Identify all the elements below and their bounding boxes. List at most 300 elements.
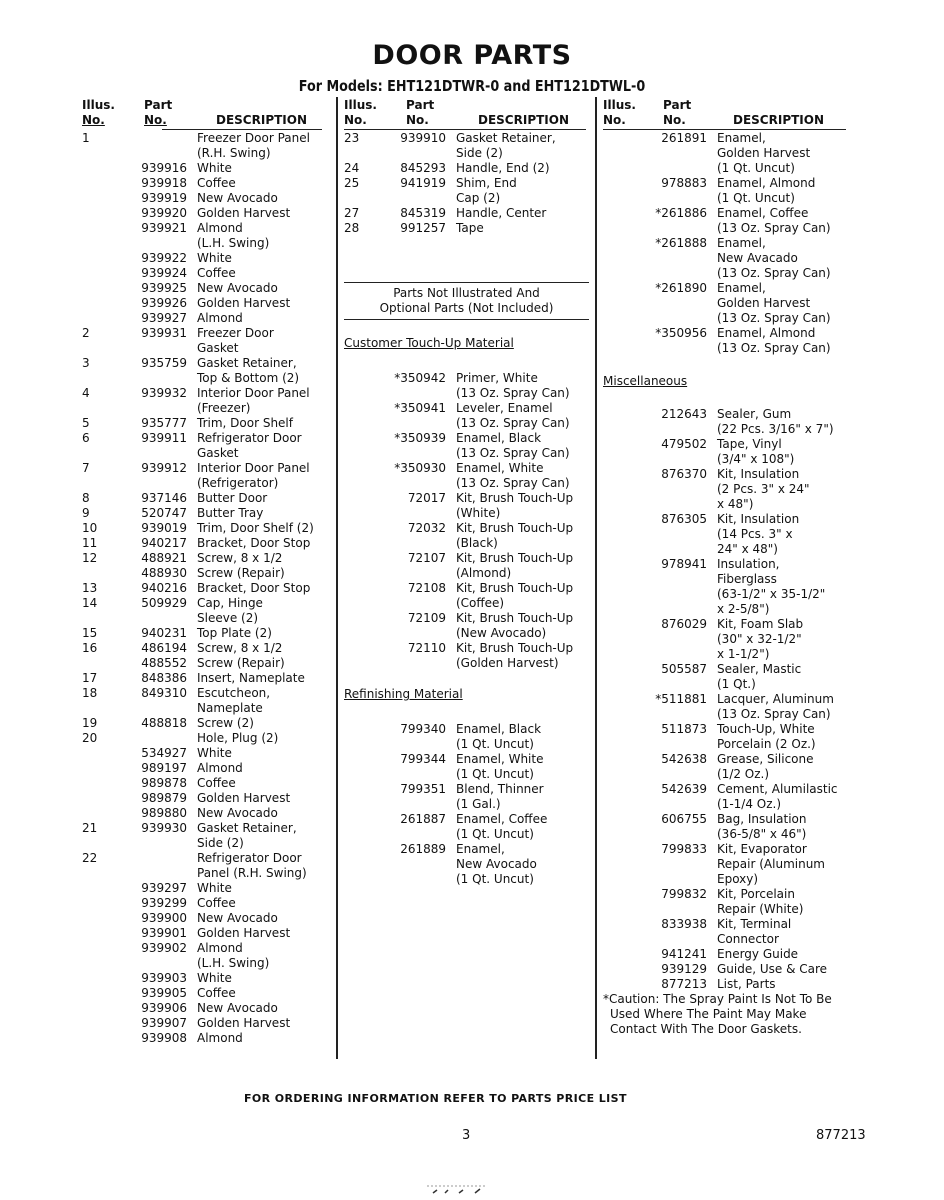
illus-number: 8 (82, 491, 90, 505)
header-part-no: No. (144, 113, 167, 127)
part-description: (R.H. Swing) (197, 146, 271, 160)
table-row (603, 677, 853, 692)
table-row (82, 506, 327, 521)
part-number: 939916 (141, 161, 187, 175)
table-row (603, 146, 853, 161)
table-row (82, 731, 327, 746)
part-number: 940216 (141, 581, 187, 595)
part-number: 520747 (141, 506, 187, 520)
table-row (603, 206, 853, 221)
illus-number: 20 (82, 731, 98, 745)
refinishing-list (344, 722, 589, 887)
part-description: Blend, Thinner (456, 782, 544, 796)
table-row (344, 626, 589, 641)
table-row (603, 191, 853, 206)
table-row (82, 176, 327, 191)
part-description: (13 Oz. Spray Can) (717, 266, 831, 280)
part-description: (13 Oz. Spray Can) (456, 386, 570, 400)
part-number: 72108 (407, 581, 446, 595)
part-number: 488552 (141, 656, 187, 670)
part-number: *350930 (394, 461, 446, 475)
table-row (82, 866, 327, 881)
table-row (82, 701, 327, 716)
part-number: 939129 (661, 962, 707, 976)
table-row (82, 656, 327, 671)
header-illus: Illus. (82, 98, 115, 112)
table-row (603, 311, 853, 326)
part-description: (Freezer) (197, 401, 251, 415)
part-description: Enamel, Almond (717, 326, 816, 340)
table-row (603, 407, 853, 422)
part-number: 72017 (407, 491, 446, 505)
table-row (344, 581, 589, 596)
part-description: Connector (717, 932, 779, 946)
table-row (344, 206, 589, 221)
table-row (82, 881, 327, 896)
table-row (344, 767, 589, 782)
part-description: Kit, Terminal (717, 917, 792, 931)
part-description: (36-5/8" x 46") (717, 827, 807, 841)
part-number: 488921 (141, 551, 187, 565)
part-number: 939902 (141, 941, 187, 955)
header-description: DESCRIPTION (733, 113, 825, 127)
header-illus-no: No. (82, 113, 105, 127)
part-number: 939918 (141, 176, 187, 190)
part-description: Tape (456, 221, 484, 235)
table-row (344, 737, 589, 752)
part-description: Insulation, (717, 557, 780, 571)
table-row (603, 251, 853, 266)
table-row (603, 326, 853, 341)
table-row (603, 812, 853, 827)
part-description: Cap, Hinge (197, 596, 263, 610)
part-description: Energy Guide (717, 947, 799, 961)
part-description: Kit, Brush Touch-Up (456, 521, 574, 535)
table-row (82, 626, 327, 641)
table-row (82, 146, 327, 161)
parts-column-1 (82, 98, 327, 1046)
section-heading-refinishing: Refinishing Material (344, 687, 463, 701)
part-description: Enamel, Coffee (456, 812, 548, 826)
part-description: (2 Pcs. 3" x 24" (717, 482, 810, 496)
illus-number: 3 (82, 356, 90, 370)
table-row (603, 962, 853, 977)
part-description: New Avocado (197, 1001, 278, 1015)
table-row (82, 521, 327, 536)
table-row (603, 482, 853, 497)
table-row (82, 746, 327, 761)
part-number: 261889 (400, 842, 446, 856)
models-subtitle: For Models: EHT121DTWR-0 and EHT121DTWL-0 (298, 77, 646, 95)
part-number: 799832 (661, 887, 707, 901)
illus-number: 14 (82, 596, 98, 610)
table-row (603, 296, 853, 311)
part-number: 505587 (661, 662, 707, 676)
part-description: (13 Oz. Spray Can) (717, 707, 831, 721)
part-description: (1/2 Oz.) (717, 767, 770, 781)
table-row (603, 467, 853, 482)
part-number: 939297 (141, 881, 187, 895)
table-row (603, 692, 853, 707)
part-description: Kit, Foam Slab (717, 617, 804, 631)
part-description: (Black) (456, 536, 498, 550)
illus-number: 18 (82, 686, 98, 700)
part-description: (14 Pcs. 3" x (717, 527, 793, 541)
table-row (603, 527, 853, 542)
part-number: *350942 (394, 371, 446, 385)
part-number: 939932 (141, 386, 187, 400)
part-description: Kit, Brush Touch-Up (456, 491, 574, 505)
illus-number: 21 (82, 821, 98, 835)
part-description: Gasket (197, 341, 239, 355)
table-row (344, 506, 589, 521)
part-number: *350939 (394, 431, 446, 445)
table-row (603, 917, 853, 932)
table-row (344, 596, 589, 611)
table-row (603, 437, 853, 452)
part-description: White (197, 161, 232, 175)
part-description: (Almond) (456, 566, 512, 580)
table-row (603, 452, 853, 467)
table-row (603, 857, 853, 872)
part-description: Butter Door (197, 491, 268, 505)
table-row (603, 947, 853, 962)
table-row (603, 722, 853, 737)
illus-number: 11 (82, 536, 98, 550)
part-description: List, Parts (717, 977, 776, 991)
table-row (344, 191, 589, 206)
table-row (82, 1001, 327, 1016)
header-part: Part (663, 98, 692, 112)
section-heading-touchup: Customer Touch-Up Material (344, 336, 514, 350)
caution-line: Used Where The Paint May Make (610, 1007, 807, 1021)
table-row (82, 536, 327, 551)
illus-number: 13 (82, 581, 98, 595)
header-part-no: No. (663, 113, 686, 127)
part-description: Top & Bottom (2) (197, 371, 300, 385)
part-description: Golden Harvest (717, 296, 811, 310)
table-row (82, 281, 327, 296)
part-number: 939908 (141, 1031, 187, 1045)
parts-column-3 (603, 98, 853, 1037)
part-description: Golden Harvest (197, 791, 291, 805)
part-number: 991257 (400, 221, 446, 235)
table-row (603, 902, 853, 917)
part-description: Coffee (197, 896, 236, 910)
part-number: 989880 (141, 806, 187, 820)
table-row (344, 857, 589, 872)
handwritten-mark (425, 1182, 495, 1196)
part-number: 989879 (141, 791, 187, 805)
table-row (82, 476, 327, 491)
illus-number: 22 (82, 851, 98, 865)
table-row (603, 341, 853, 356)
part-description: New Avocado (197, 806, 278, 820)
part-description: (1-1/4 Oz.) (717, 797, 782, 811)
part-number: 939930 (141, 821, 187, 835)
parts-list (344, 131, 589, 236)
part-description: Enamel, (456, 842, 505, 856)
part-description: New Avocado (197, 191, 278, 205)
part-description: White (197, 746, 232, 760)
part-description: White (197, 251, 232, 265)
part-description: (13 Oz. Spray Can) (717, 221, 831, 235)
part-description: Interior Door Panel (197, 461, 310, 475)
part-number: 72109 (407, 611, 446, 625)
table-row (603, 236, 853, 251)
part-number: 845293 (400, 161, 446, 175)
table-row (82, 371, 327, 386)
header-part: Part (144, 98, 173, 112)
part-description: Enamel, (717, 131, 766, 145)
part-description: Side (2) (197, 836, 244, 850)
part-number: 939919 (141, 191, 187, 205)
table-row (344, 386, 589, 401)
part-number: 799351 (400, 782, 446, 796)
part-description: Touch-Up, White (717, 722, 815, 736)
part-description: Refrigerator Door (197, 431, 302, 445)
part-description: Cement, Alumilastic (717, 782, 838, 796)
part-number: 939921 (141, 221, 187, 235)
part-number: 486194 (141, 641, 187, 655)
table-row (603, 176, 853, 191)
table-row (82, 386, 327, 401)
table-row (603, 587, 853, 602)
table-row (82, 761, 327, 776)
part-number: 939920 (141, 206, 187, 220)
part-number: 939299 (141, 896, 187, 910)
part-description: Enamel, White (456, 461, 544, 475)
part-description: (1 Qt. Uncut) (456, 827, 534, 841)
part-number: 606755 (661, 812, 707, 826)
part-description: Repair (White) (717, 902, 804, 916)
illus-number: 7 (82, 461, 90, 475)
table-row (603, 707, 853, 722)
table-row (344, 656, 589, 671)
table-row (603, 887, 853, 902)
part-description: Sealer, Gum (717, 407, 792, 421)
table-row (344, 641, 589, 656)
part-number: 479502 (661, 437, 707, 451)
table-row (82, 851, 327, 866)
part-description: Kit, Brush Touch-Up (456, 581, 574, 595)
part-description: Shim, End (456, 176, 517, 190)
part-number: 833938 (661, 917, 707, 931)
part-number: 848386 (141, 671, 187, 685)
part-description: New Avacado (717, 251, 798, 265)
part-description: Kit, Insulation (717, 512, 800, 526)
table-row (82, 641, 327, 656)
part-number: 542639 (661, 782, 707, 796)
part-number: 978941 (661, 557, 707, 571)
table-row (82, 446, 327, 461)
illus-number: 2 (82, 326, 90, 340)
table-row (603, 662, 853, 677)
header-illus: Illus. (603, 98, 636, 112)
table-row (82, 941, 327, 956)
part-description: New Avocado (456, 857, 537, 871)
part-description: 24" x 48") (717, 542, 778, 556)
part-number: 799344 (400, 752, 446, 766)
table-row (344, 827, 589, 842)
table-row (603, 932, 853, 947)
part-description: (13 Oz. Spray Can) (717, 311, 831, 325)
part-description: Butter Tray (197, 506, 264, 520)
part-number: 939906 (141, 1001, 187, 1015)
part-number: 799340 (400, 722, 446, 736)
table-row (603, 797, 853, 812)
table-row (344, 431, 589, 446)
part-description: Screw (Repair) (197, 656, 285, 670)
part-description: Enamel, Almond (717, 176, 816, 190)
part-description: (13 Oz. Spray Can) (456, 476, 570, 490)
part-description: Insert, Nameplate (197, 671, 305, 685)
page-number: 3 (462, 1128, 471, 1143)
part-description: Almond (197, 1031, 243, 1045)
part-number: 939926 (141, 296, 187, 310)
part-description: Gasket (197, 446, 239, 460)
part-description: Repair (Aluminum (717, 857, 825, 871)
illus-number: 27 (344, 206, 360, 220)
part-description: Tape, Vinyl (717, 437, 782, 451)
part-description: Screw, 8 x 1/2 (197, 551, 283, 565)
table-row (82, 356, 327, 371)
not-illustrated-banner (344, 282, 589, 320)
part-description: Enamel, Black (456, 431, 542, 445)
table-row (82, 956, 327, 971)
table-row (82, 716, 327, 731)
part-description: (13 Oz. Spray Can) (456, 446, 570, 460)
part-description: (L.H. Swing) (197, 236, 270, 250)
illus-number: 28 (344, 221, 360, 235)
column-header (344, 98, 589, 131)
part-description: Almond (197, 221, 243, 235)
part-description: x 1-1/2") (717, 647, 770, 661)
header-rule (344, 129, 586, 130)
header-description: DESCRIPTION (216, 113, 308, 127)
table-row (603, 782, 853, 797)
part-number: 534927 (141, 746, 187, 760)
part-number: *350941 (394, 401, 446, 415)
table-row (603, 512, 853, 527)
part-number: 939922 (141, 251, 187, 265)
table-row (344, 161, 589, 176)
illus-number: 24 (344, 161, 360, 175)
table-row (344, 566, 589, 581)
part-number: 509929 (141, 596, 187, 610)
table-row (82, 236, 327, 251)
part-description: Bracket, Door Stop (197, 581, 311, 595)
table-row (603, 497, 853, 512)
table-row (82, 896, 327, 911)
part-description: Top Plate (2) (197, 626, 272, 640)
part-description: (Refrigerator) (197, 476, 279, 490)
part-description: New Avocado (197, 911, 278, 925)
column-header (82, 98, 327, 131)
part-number: 939901 (141, 926, 187, 940)
table-row (82, 986, 327, 1001)
part-description: (3/4" x 108") (717, 452, 795, 466)
table-row (603, 422, 853, 437)
table-row (603, 752, 853, 767)
part-number: 939924 (141, 266, 187, 280)
part-number: 989878 (141, 776, 187, 790)
table-row (344, 521, 589, 536)
table-row (603, 161, 853, 176)
part-description: White (197, 971, 232, 985)
part-description: Enamel, (717, 236, 766, 250)
part-number: 939931 (141, 326, 187, 340)
table-row (603, 632, 853, 647)
part-description: Hole, Plug (2) (197, 731, 279, 745)
table-row (82, 296, 327, 311)
part-description: (1 Gal.) (456, 797, 501, 811)
table-row (344, 446, 589, 461)
illus-number: 16 (82, 641, 98, 655)
illus-number: 9 (82, 506, 90, 520)
table-row (344, 371, 589, 386)
part-number: 939910 (400, 131, 446, 145)
touchup-list (344, 371, 589, 671)
table-row (82, 806, 327, 821)
part-number: 72110 (407, 641, 446, 655)
table-row (82, 341, 327, 356)
part-description: Kit, Porcelain (717, 887, 795, 901)
parts-column-2 (344, 98, 589, 887)
table-row (344, 401, 589, 416)
part-description: Escutcheon, (197, 686, 271, 700)
part-number: 212643 (661, 407, 707, 421)
section-heading-misc: Miscellaneous (603, 374, 688, 388)
header-illus: Illus. (344, 98, 377, 112)
part-description: Enamel, Black (456, 722, 542, 736)
part-number: 939900 (141, 911, 187, 925)
header-illus-no: No. (344, 113, 367, 127)
part-number: 989197 (141, 761, 187, 775)
part-number: 935759 (141, 356, 187, 370)
part-number: 876370 (661, 467, 707, 481)
part-number: 941919 (400, 176, 446, 190)
table-row (344, 176, 589, 191)
illus-number: 19 (82, 716, 98, 730)
table-row (603, 131, 853, 146)
table-row (82, 671, 327, 686)
part-description: Screw, 8 x 1/2 (197, 641, 283, 655)
illus-number: 23 (344, 131, 360, 145)
table-row (344, 611, 589, 626)
part-description: Coffee (197, 266, 236, 280)
table-row (82, 191, 327, 206)
part-description: Almond (197, 761, 243, 775)
part-description: Kit, Insulation (717, 467, 800, 481)
part-description: (1 Qt.) (717, 677, 756, 691)
table-row (82, 266, 327, 281)
table-row (603, 542, 853, 557)
table-row (82, 416, 327, 431)
part-number: 939912 (141, 461, 187, 475)
table-row (603, 572, 853, 587)
table-row (82, 566, 327, 581)
table-row (344, 722, 589, 737)
header-illus-no: No. (603, 113, 626, 127)
document-number: 877213 (816, 1128, 866, 1143)
part-description: Kit, Evaporator (717, 842, 807, 856)
part-number: 935777 (141, 416, 187, 430)
part-description: Coffee (197, 176, 236, 190)
table-row (603, 602, 853, 617)
header-rule (162, 129, 322, 130)
illus-number: 12 (82, 551, 98, 565)
